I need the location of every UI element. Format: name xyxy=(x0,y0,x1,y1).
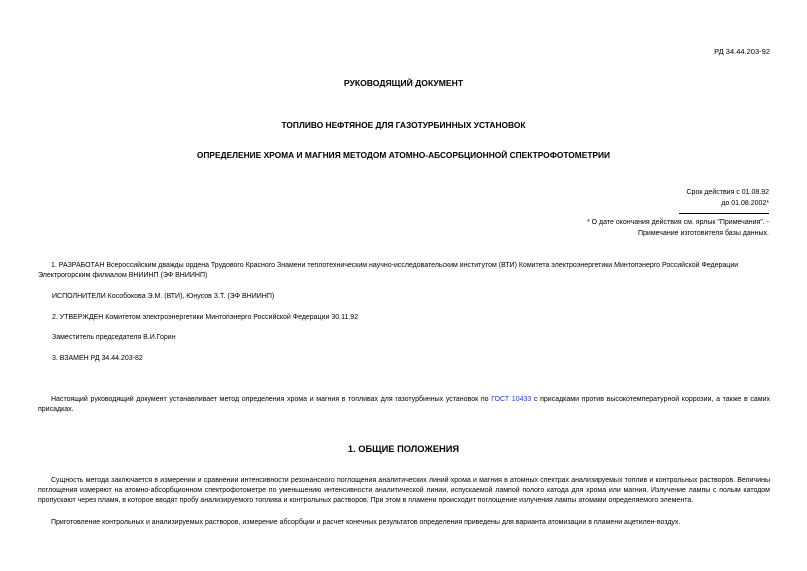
executors-paragraph: ИСПОЛНИТЕЛИ Кособокова Э.М. (ВТИ), Юнусов З.Т. (ЭФ ВНИИНП) xyxy=(52,293,275,300)
replaces-paragraph: 3. ВЗАМЕН РД 34.44.203-82 xyxy=(52,355,143,362)
document-type-title: РУКОВОДЯЩИЙ ДОКУМЕНТ xyxy=(343,78,464,88)
validity-footnote-note: Примечание изготовителя базы данных. xyxy=(637,229,769,237)
intro-paragraph xyxy=(38,395,770,415)
document-method-title: ОПРЕДЕЛЕНИЕ ХРОМА И МАГНИЯ МЕТОДОМ АТОМНО-АБСОРБЦИОННОЙ СПЕКТРОФОТОМЕТРИИ xyxy=(196,150,611,160)
intro-text-after: с присадками против высокотемпературной коррозии, а также в самих присадках. xyxy=(38,396,770,413)
approved-paragraph: 2. УТВЕРЖДЕН Комитетом электроэнергетики Минтопэнерго Российской Федерации 30.11.92 xyxy=(52,314,359,321)
section-heading: 1. ОБЩИЕ ПОЛОЖЕНИЯ xyxy=(347,444,460,454)
intro-text-before: Настоящий руководящий документ устанавливает метод определения хрома и магния в топливах для газотурбинных установок по xyxy=(51,396,492,403)
section-paragraph-2: Приготовление контрольных и анализируемых растворов, измерение абсорбции и расчет конечных результатов определения приведены для варианта атомизации в пламени ацетилен-воздух. xyxy=(51,519,681,526)
developed-by-paragraph: 1. РАЗРАБОТАН Всероссийским дважды ордена Трудового Красного Знамени теплотехническим научно-исследовательским институтом (ВТИ) Комитета электроэнергетики Минтопэнерго Российской Федерации Электрогорским филиалом ВНИИНП (ЭФ ВНИИНП) xyxy=(38,262,739,279)
document-code: РД 34.44.203-92 xyxy=(714,47,770,56)
validity-block xyxy=(587,188,769,239)
validity-end: до 01.08.2002* xyxy=(721,199,769,207)
footnote-divider xyxy=(679,213,769,214)
gost-link[interactable]: ГОСТ 10433 xyxy=(491,396,532,403)
validity-footnote: * О дате окончания действия см. ярлык "Примечания". - xyxy=(586,219,769,226)
deputy-paragraph: Заместитель председателя В.И.Горин xyxy=(52,334,176,341)
document-subject-title: ТОПЛИВО НЕФТЯНОЕ ДЛЯ ГАЗОТУРБИННЫХ УСТАНОВОК xyxy=(281,120,526,130)
validity-start: Срок действия с 01.08.92 xyxy=(686,189,769,196)
section-paragraph-1: Сущность метода заключается в измерении и сравнении интенсивности резонансного поглощения аналитических линий хрома и магния в атомных спектрах анализируемых топлив и контрольных растворов. Величины поглощения измеряют на атомно-абсорбционном спектрофотометре по уменьшению интенсивности аналитической линии, испускаемой лампой полого катода для хрома или магния. Излучение лампы с полым катодом пропускают через пламя, в которое вводят пробу анализируемого топлива и контрольных растворов. При этом в пламени происходит поглощение излучения лампы атомами определяемого элемента. xyxy=(38,477,770,504)
